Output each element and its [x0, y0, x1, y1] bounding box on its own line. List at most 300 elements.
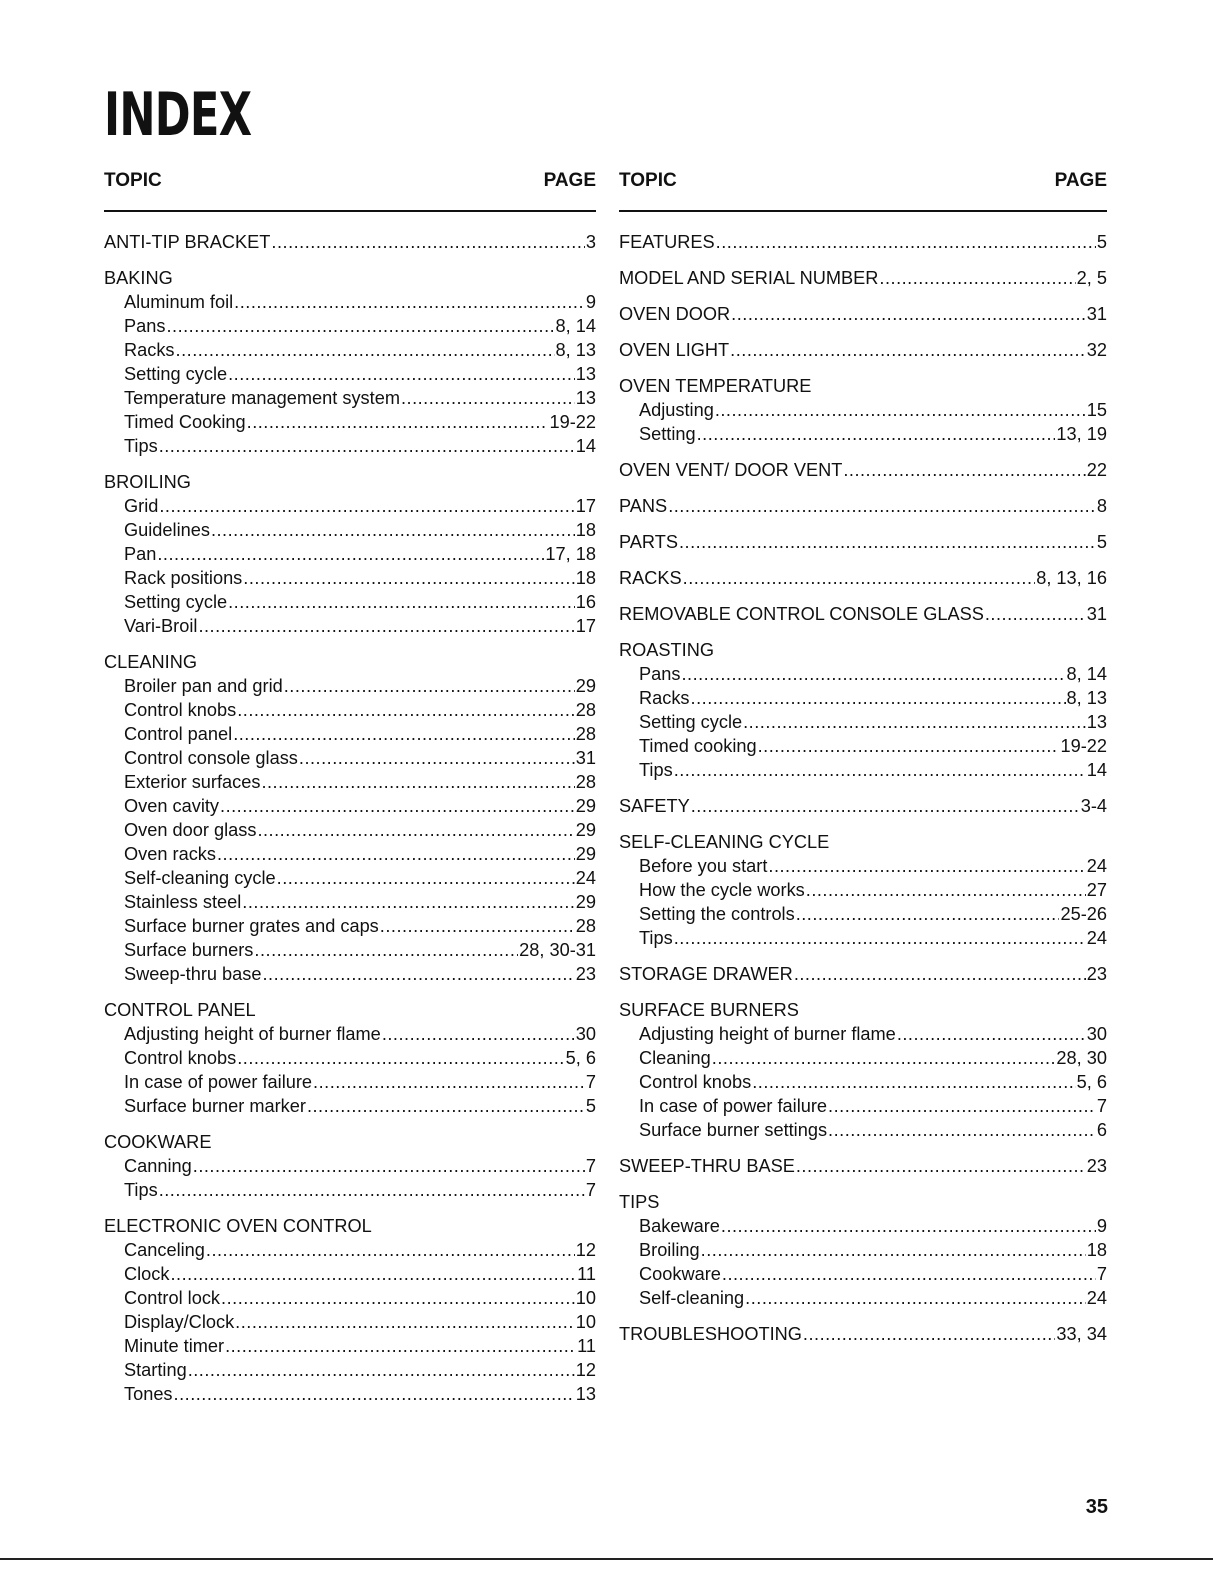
index-subentry — [104, 1262, 596, 1286]
dot-leader — [174, 1382, 575, 1406]
page-ref: 8 — [1096, 496, 1107, 516]
page-ref: 8, 13 — [1066, 688, 1107, 708]
index-topic — [619, 566, 1107, 590]
entry-label: Stainless steel — [124, 892, 242, 912]
index-topic — [619, 830, 1107, 950]
page-ref: 2, 5 — [1076, 268, 1107, 288]
page-ref: 5 — [1096, 532, 1107, 552]
index-subentry — [104, 542, 596, 566]
page-ref: 10 — [575, 1312, 596, 1332]
entry-label: Control panel — [124, 724, 233, 744]
entry-label: RACKS — [619, 568, 682, 588]
dot-leader — [382, 1022, 575, 1046]
index-entry — [619, 230, 1107, 254]
dot-leader — [237, 1046, 564, 1070]
dot-leader — [401, 386, 575, 410]
page-ref: 7 — [1096, 1096, 1107, 1116]
index-topic — [619, 962, 1107, 986]
entry-label: OVEN VENT/ DOOR VENT — [619, 460, 843, 480]
index-subentry — [104, 518, 596, 542]
entry-label: BAKING — [104, 268, 173, 288]
entry-label: Control knobs — [124, 1048, 237, 1068]
entry-label: ANTI-TIP BRACKET — [104, 232, 271, 252]
page-title: INDEX — [104, 80, 252, 150]
entry-label: STORAGE DRAWER — [619, 964, 793, 984]
page-ref: 30 — [575, 1024, 596, 1044]
index-entry — [619, 266, 1107, 290]
dot-leader — [843, 458, 1085, 482]
index-topic — [619, 1322, 1107, 1346]
entry-label: Rack positions — [124, 568, 243, 588]
page-ref: 5, 6 — [1076, 1072, 1107, 1092]
index-subentry — [619, 1286, 1107, 1310]
index-subentry — [104, 1334, 596, 1358]
page-ref: 9 — [585, 292, 596, 312]
index-subentry — [104, 1238, 596, 1262]
dot-leader — [206, 1238, 575, 1262]
entry-label: Pans — [124, 316, 166, 336]
dot-leader — [985, 602, 1086, 626]
page-ref: 11 — [577, 1336, 596, 1356]
entry-label: Setting cycle — [639, 712, 743, 732]
index-topic — [104, 1130, 596, 1202]
page-ref: 9 — [1096, 1216, 1107, 1236]
index-subentry — [104, 590, 596, 614]
index-topic — [104, 230, 596, 254]
dot-leader — [380, 914, 575, 938]
index-entry — [619, 338, 1107, 362]
entry-label: CONTROL PANEL — [104, 1000, 256, 1020]
index-entry — [104, 266, 596, 290]
page-ref: 7 — [585, 1180, 596, 1200]
dot-leader — [879, 266, 1075, 290]
index-entry — [619, 830, 1107, 854]
page-ref: 31 — [1086, 304, 1107, 324]
index-entry — [619, 602, 1107, 626]
topic-header: TOPIC — [104, 170, 162, 191]
dot-leader — [313, 1070, 585, 1094]
entry-label: Grid — [124, 496, 159, 516]
index-topic — [619, 1190, 1107, 1310]
dot-leader — [743, 710, 1086, 734]
dot-leader — [691, 686, 1066, 710]
dot-leader — [745, 1286, 1086, 1310]
dot-leader — [806, 878, 1086, 902]
entry-label: Starting — [124, 1360, 187, 1380]
index-entry — [619, 374, 1107, 398]
entry-label: PANS — [619, 496, 668, 516]
dot-leader — [668, 494, 1096, 518]
dot-leader — [261, 770, 574, 794]
dot-leader — [225, 1334, 576, 1358]
entry-label: SAFETY — [619, 796, 690, 816]
page-number: 35 — [1085, 1496, 1108, 1518]
entry-label: In case of power failure — [124, 1072, 313, 1092]
entry-label: Control console glass — [124, 748, 298, 768]
entry-label: Clock — [124, 1264, 170, 1284]
page-ref: 7 — [1096, 1264, 1107, 1284]
entry-label: Canning — [124, 1156, 192, 1176]
entry-label: Pan — [124, 544, 157, 564]
page-ref: 13 — [575, 364, 596, 384]
entry-label: Surface burner grates and caps — [124, 916, 379, 936]
page-ref: 23 — [1086, 964, 1107, 984]
index-topic — [619, 794, 1107, 818]
entry-label: In case of power failure — [639, 1096, 828, 1116]
entry-label: SELF-CLEANING CYCLE — [619, 832, 830, 852]
index-column-left — [104, 170, 596, 1406]
page-ref: 22 — [1086, 460, 1107, 480]
page-ref: 31 — [1086, 604, 1107, 624]
page-ref: 24 — [575, 868, 596, 888]
index-entry — [104, 650, 596, 674]
index-subentry — [104, 314, 596, 338]
dot-leader — [701, 1238, 1086, 1262]
page-ref: 23 — [575, 964, 596, 984]
page-ref: 13 — [1086, 712, 1107, 732]
index-entry — [619, 962, 1107, 986]
entry-label: Tips — [639, 928, 673, 948]
dot-leader — [897, 1022, 1086, 1046]
page-ref: 28 — [575, 700, 596, 720]
dot-leader — [233, 722, 575, 746]
entry-label: Control lock — [124, 1288, 221, 1308]
entry-label: Setting — [639, 424, 696, 444]
page-ref: 8, 14 — [1066, 664, 1107, 684]
entry-label: Surface burners — [124, 940, 254, 960]
page-ref: 5, 6 — [565, 1048, 596, 1068]
index-subentry — [104, 338, 596, 362]
page-ref: 15 — [1086, 400, 1107, 420]
page-ref: 10 — [575, 1288, 596, 1308]
dot-leader — [166, 314, 554, 338]
page-ref: 29 — [575, 892, 596, 912]
dot-leader — [247, 410, 549, 434]
index-subentry — [619, 758, 1107, 782]
index-subentry — [104, 722, 596, 746]
entry-label: Tips — [639, 760, 673, 780]
index-subentry — [619, 662, 1107, 686]
page-ref: 12 — [575, 1360, 596, 1380]
page-ref: 12 — [575, 1240, 596, 1260]
index-topic — [619, 266, 1107, 290]
dot-leader — [159, 494, 574, 518]
index-topic — [104, 998, 596, 1118]
page-ref: 19-22 — [1060, 736, 1107, 756]
dot-leader — [828, 1094, 1096, 1118]
dot-leader — [170, 1262, 576, 1286]
dot-leader — [681, 662, 1065, 686]
entry-label: Timed cooking — [639, 736, 757, 756]
dot-leader — [159, 1178, 585, 1202]
entry-label: Adjusting — [639, 400, 714, 420]
page-ref: 17 — [575, 616, 596, 636]
index-topic — [619, 374, 1107, 446]
entry-label: Display/Clock — [124, 1312, 235, 1332]
page-ref: 27 — [1086, 880, 1107, 900]
entry-label: OVEN TEMPERATURE — [619, 376, 812, 396]
page-ref: 18 — [575, 520, 596, 540]
index-topic — [619, 1154, 1107, 1178]
entry-label: Self-cleaning — [639, 1288, 745, 1308]
index-topic — [619, 338, 1107, 362]
index-subentry — [104, 362, 596, 386]
dot-leader — [228, 362, 575, 386]
entry-label: Exterior surfaces — [124, 772, 261, 792]
index-topic — [104, 470, 596, 638]
index-subentry — [104, 794, 596, 818]
page-ref: 8, 14 — [555, 316, 596, 336]
index-column-right — [619, 170, 1107, 1346]
index-subentry — [619, 1262, 1107, 1286]
page-ref: 28 — [575, 916, 596, 936]
index-subentry — [104, 674, 596, 698]
entry-label: Canceling — [124, 1240, 205, 1260]
index-subentry — [104, 494, 596, 518]
entry-label: Surface burner marker — [124, 1096, 306, 1116]
index-subentry — [104, 290, 596, 314]
index-topic — [104, 1214, 596, 1406]
entry-label: Oven racks — [124, 844, 216, 864]
index-entry — [619, 302, 1107, 326]
index-subentry — [619, 926, 1107, 950]
index-subentry — [619, 686, 1107, 710]
index-subentry — [619, 878, 1107, 902]
index-topic — [619, 638, 1107, 782]
index-entry — [104, 1130, 596, 1154]
dot-leader — [730, 338, 1086, 362]
page-ref: 30 — [1086, 1024, 1107, 1044]
entry-label: Vari-Broil — [124, 616, 198, 636]
dot-leader — [752, 1070, 1075, 1094]
entry-label: Surface burner settings — [639, 1120, 828, 1140]
index-topic — [619, 458, 1107, 482]
column-header — [619, 170, 1107, 212]
index-entry — [619, 494, 1107, 518]
index-topic — [619, 530, 1107, 554]
entry-label: OVEN LIGHT — [619, 340, 730, 360]
entry-label: TIPS — [619, 1192, 660, 1212]
index-subentry — [104, 962, 596, 986]
index-topic — [619, 602, 1107, 626]
dot-leader — [159, 434, 575, 458]
entry-label: Broiler pan and grid — [124, 676, 283, 696]
dot-leader — [691, 794, 1080, 818]
index-subentry — [104, 386, 596, 410]
dot-leader — [712, 1046, 1056, 1070]
index-subentry — [104, 1070, 596, 1094]
entry-label: PARTS — [619, 532, 678, 552]
dot-leader — [697, 422, 1056, 446]
dot-leader — [243, 566, 574, 590]
index-entry — [619, 566, 1107, 590]
entry-label: Racks — [639, 688, 690, 708]
dot-leader — [758, 734, 1060, 758]
dot-leader — [217, 842, 575, 866]
dot-leader — [211, 518, 575, 542]
entry-label: Sweep-thru base — [124, 964, 262, 984]
index-entry — [104, 998, 596, 1022]
index-subentry — [104, 1382, 596, 1406]
dot-leader — [722, 1262, 1096, 1286]
index-entry — [619, 1190, 1107, 1214]
entry-label: Pans — [639, 664, 681, 684]
page-header: PAGE — [1054, 170, 1107, 191]
index-subentry — [619, 854, 1107, 878]
entry-label: SWEEP-THRU BASE — [619, 1156, 795, 1176]
page-ref: 28, 30-31 — [519, 940, 596, 960]
index-subentry — [104, 698, 596, 722]
entry-label: How the cycle works — [639, 880, 805, 900]
entry-label: ROASTING — [619, 640, 714, 660]
index-topic — [619, 494, 1107, 518]
index-subentry — [619, 1046, 1107, 1070]
index-subentry — [104, 914, 596, 938]
page-ref: 14 — [575, 436, 596, 456]
page-ref: 17 — [575, 496, 596, 516]
entry-label: Tones — [124, 1384, 173, 1404]
dot-leader — [220, 794, 575, 818]
entry-label: Adjusting height of burner flame — [124, 1024, 381, 1044]
page-ref: 7 — [585, 1156, 596, 1176]
index-entry — [104, 1214, 596, 1238]
dot-leader — [715, 398, 1086, 422]
index-subentry — [619, 902, 1107, 926]
entry-label: Guidelines — [124, 520, 210, 540]
entry-label: Oven door glass — [124, 820, 257, 840]
dot-leader — [683, 566, 1036, 590]
index-subentry — [104, 1178, 596, 1202]
index-subentry — [619, 734, 1107, 758]
entry-label: OVEN DOOR — [619, 304, 731, 324]
page-ref: 24 — [1086, 856, 1107, 876]
dot-leader — [228, 590, 575, 614]
entry-label: Timed Cooking — [124, 412, 246, 432]
dot-leader — [242, 890, 574, 914]
dot-leader — [307, 1094, 585, 1118]
page-ref: 18 — [1086, 1240, 1107, 1260]
index-subentry — [104, 1022, 596, 1046]
dot-leader — [284, 674, 575, 698]
page-ref: 28 — [575, 772, 596, 792]
entry-label: BROILING — [104, 472, 191, 492]
footer-rule — [0, 1558, 1213, 1560]
page-ref: 32 — [1086, 340, 1107, 360]
entry-label: Control knobs — [124, 700, 237, 720]
entry-label: Aluminum foil — [124, 292, 234, 312]
page-ref: 24 — [1086, 928, 1107, 948]
page-ref: 3-4 — [1080, 796, 1107, 816]
page-ref: 8, 13, 16 — [1036, 568, 1107, 588]
page-ref: 23 — [1086, 1156, 1107, 1176]
index-subentry — [619, 422, 1107, 446]
page-ref: 5 — [1096, 232, 1107, 252]
index-subentry — [104, 566, 596, 590]
page-ref: 13 — [575, 388, 596, 408]
index-subentry — [104, 866, 596, 890]
dot-leader — [157, 542, 544, 566]
page-ref: 5 — [585, 1096, 596, 1116]
index-list — [619, 212, 1107, 1346]
index-entry — [619, 998, 1107, 1022]
index-entry — [619, 530, 1107, 554]
index-subentry — [104, 890, 596, 914]
dot-leader — [679, 530, 1096, 554]
entry-label: Broiling — [639, 1240, 700, 1260]
entry-label: Setting cycle — [124, 592, 228, 612]
index-subentry — [619, 710, 1107, 734]
index-subentry — [104, 1286, 596, 1310]
index-subentry — [619, 1070, 1107, 1094]
index-subentry — [104, 938, 596, 962]
entry-label: REMOVABLE CONTROL CONSOLE GLASS — [619, 604, 984, 624]
dot-leader — [237, 698, 575, 722]
dot-leader — [803, 1322, 1056, 1346]
index-entry — [104, 470, 596, 494]
dot-leader — [277, 866, 575, 890]
index-subentry — [104, 1310, 596, 1334]
column-header — [104, 170, 596, 212]
page-ref: 14 — [1086, 760, 1107, 780]
entry-label: Before you start — [639, 856, 768, 876]
entry-label: Tips — [124, 436, 158, 456]
dot-leader — [796, 902, 1060, 926]
dot-leader — [731, 302, 1086, 326]
index-subentry — [104, 818, 596, 842]
entry-label: CLEANING — [104, 652, 197, 672]
dot-leader — [674, 926, 1086, 950]
entry-label: SURFACE BURNERS — [619, 1000, 799, 1020]
page-ref: 13 — [575, 1384, 596, 1404]
entry-label: ELECTRONIC OVEN CONTROL — [104, 1216, 372, 1236]
dot-leader — [716, 230, 1096, 254]
dot-leader — [263, 962, 575, 986]
index-topic — [104, 266, 596, 458]
page-ref: 24 — [1086, 1288, 1107, 1308]
index-subentry — [619, 1118, 1107, 1142]
entry-label: Self-cleaning cycle — [124, 868, 276, 888]
index-subentry — [619, 1022, 1107, 1046]
page-ref: 29 — [575, 796, 596, 816]
dot-leader — [188, 1358, 575, 1382]
index-subentry — [104, 1358, 596, 1382]
index-entry — [619, 458, 1107, 482]
page-ref: 7 — [585, 1072, 596, 1092]
page-ref: 3 — [585, 232, 596, 252]
index-topic — [619, 230, 1107, 254]
entry-label: MODEL AND SERIAL NUMBER — [619, 268, 879, 288]
entry-label: Racks — [124, 340, 175, 360]
page-ref: 29 — [575, 820, 596, 840]
entry-label: FEATURES — [619, 232, 715, 252]
index-topic — [619, 998, 1107, 1142]
dot-leader — [674, 758, 1086, 782]
dot-leader — [176, 338, 555, 362]
dot-leader — [794, 962, 1086, 986]
page-ref: 29 — [575, 844, 596, 864]
index-entry — [619, 794, 1107, 818]
index-subentry — [104, 770, 596, 794]
index-subentry — [619, 1238, 1107, 1262]
topic-header: TOPIC — [619, 170, 677, 191]
page-ref: 16 — [575, 592, 596, 612]
entry-label: Adjusting height of burner flame — [639, 1024, 896, 1044]
dot-leader — [254, 938, 518, 962]
entry-label: Setting cycle — [124, 364, 228, 384]
index-subentry — [104, 410, 596, 434]
dot-leader — [221, 1286, 575, 1310]
page-ref: 6 — [1096, 1120, 1107, 1140]
